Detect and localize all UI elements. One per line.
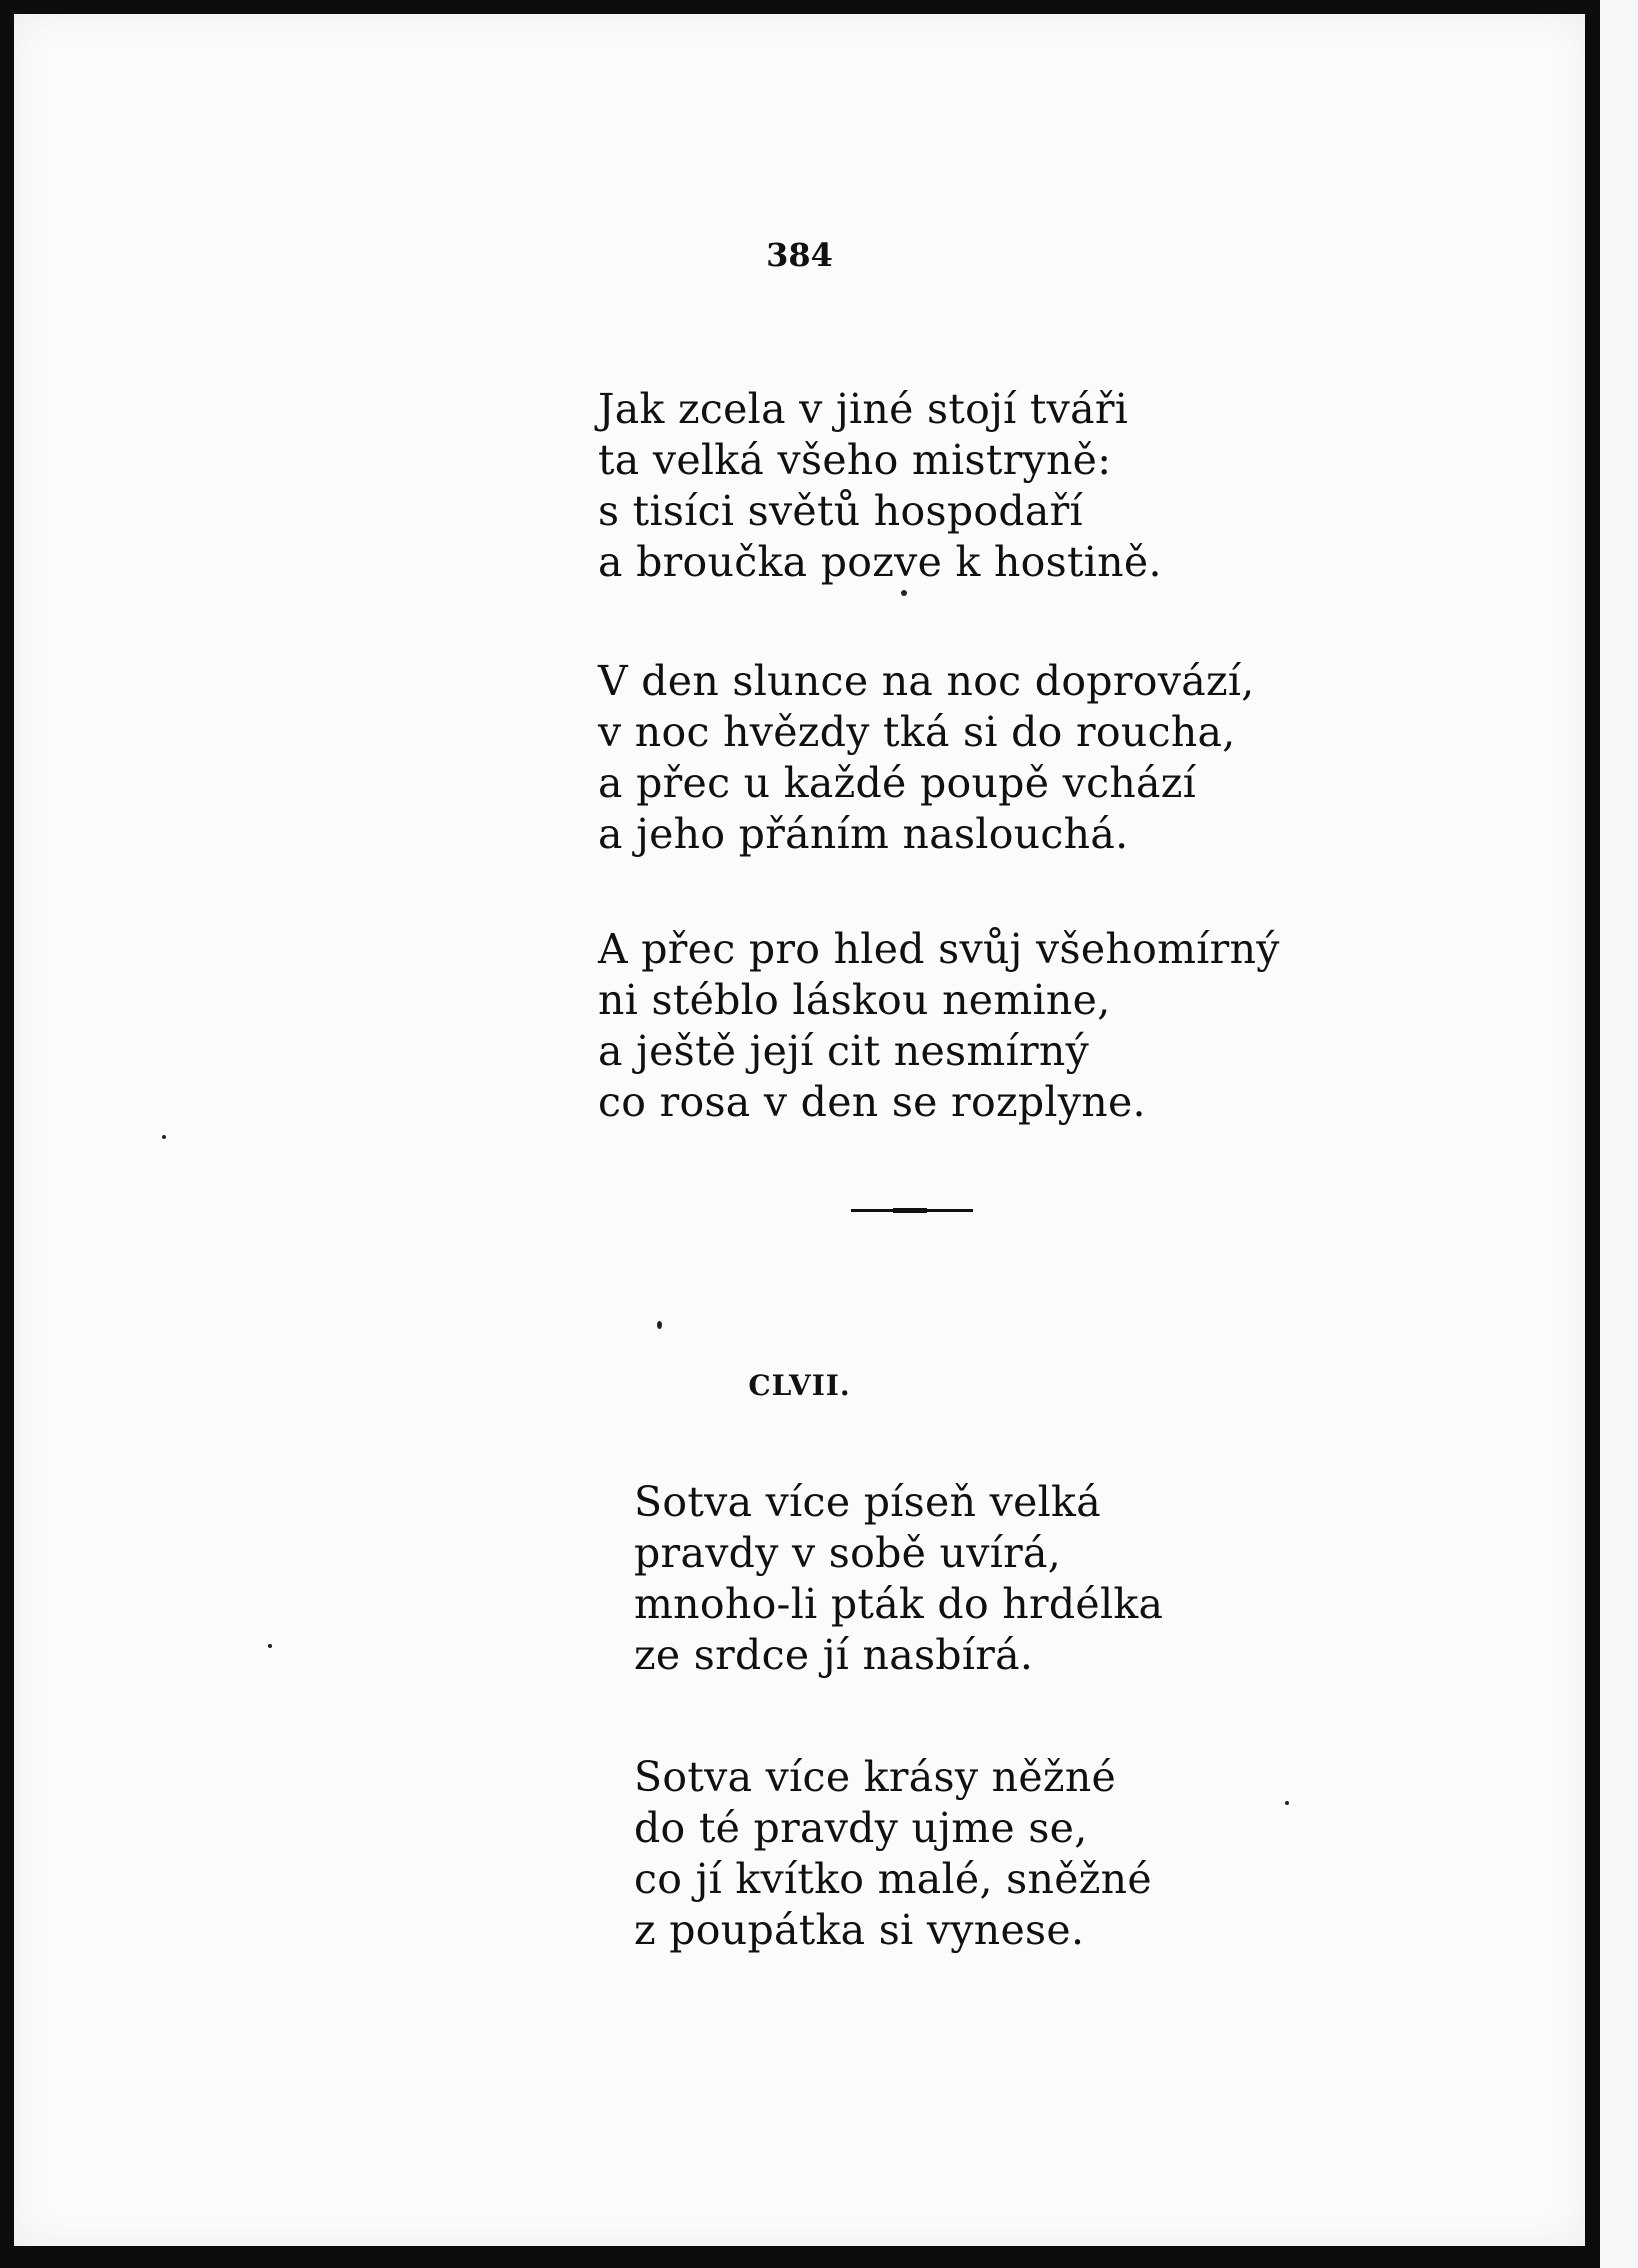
poem-line: Sotva více krásy něžné — [634, 1753, 1117, 1801]
poem-line: V den slunce na noc doprovází, — [598, 657, 1255, 705]
poem-line: Jak zcela v jiné stojí tváři — [598, 385, 1129, 433]
poem-line: v noc hvězdy tká si do roucha, — [598, 708, 1236, 756]
poem-line: ze srdce jí nasbírá. — [634, 1631, 1034, 1679]
ink-speck — [162, 1135, 166, 1139]
ink-speck — [657, 1321, 662, 1329]
poem-line: z poupátka si vynese. — [634, 1906, 1085, 1954]
section-divider — [851, 1209, 973, 1212]
poem-line: mnoho-li pták do hrdélka — [634, 1580, 1164, 1628]
next-page-edge — [1600, 0, 1638, 2268]
poem-line: a ještě její cit nesmírný — [598, 1027, 1090, 1075]
stanza — [634, 1752, 1152, 1956]
stanza — [598, 656, 1255, 860]
poem-line: Sotva více píseň velká — [634, 1478, 1101, 1526]
stanza — [634, 1477, 1163, 1681]
poem-line: s tisíci světů hospodaří — [598, 487, 1083, 535]
page-gutter — [1585, 0, 1600, 2268]
stanza — [598, 924, 1280, 1128]
poem-line: pravdy v sobě uvírá, — [634, 1529, 1062, 1577]
ink-speck — [268, 1644, 272, 1648]
poem-line: ni stéblo láskou nemine, — [598, 976, 1111, 1024]
poem-line: co jí kvítko malé, sněžné — [634, 1855, 1152, 1903]
poem-line: a jeho přáním naslouchá. — [598, 810, 1129, 858]
poem-line: ta velká všeho mistryně: — [598, 436, 1112, 484]
book-page — [14, 14, 1585, 2246]
section-heading: CLVII. — [748, 1369, 851, 1402]
poem-line: co rosa v den se rozplyne. — [598, 1078, 1146, 1126]
poem-line: A přec pro hled svůj všehomírný — [598, 925, 1280, 973]
poem-line: a broučka pozve k hostině. — [598, 538, 1162, 586]
stanza — [598, 384, 1162, 588]
poem-line: do té pravdy ujme se, — [634, 1804, 1088, 1852]
ink-speck — [1285, 1801, 1289, 1805]
ink-speck — [901, 590, 907, 596]
page-number: 384 — [766, 236, 833, 274]
poem-line: a přec u každé poupě vchází — [598, 759, 1197, 807]
